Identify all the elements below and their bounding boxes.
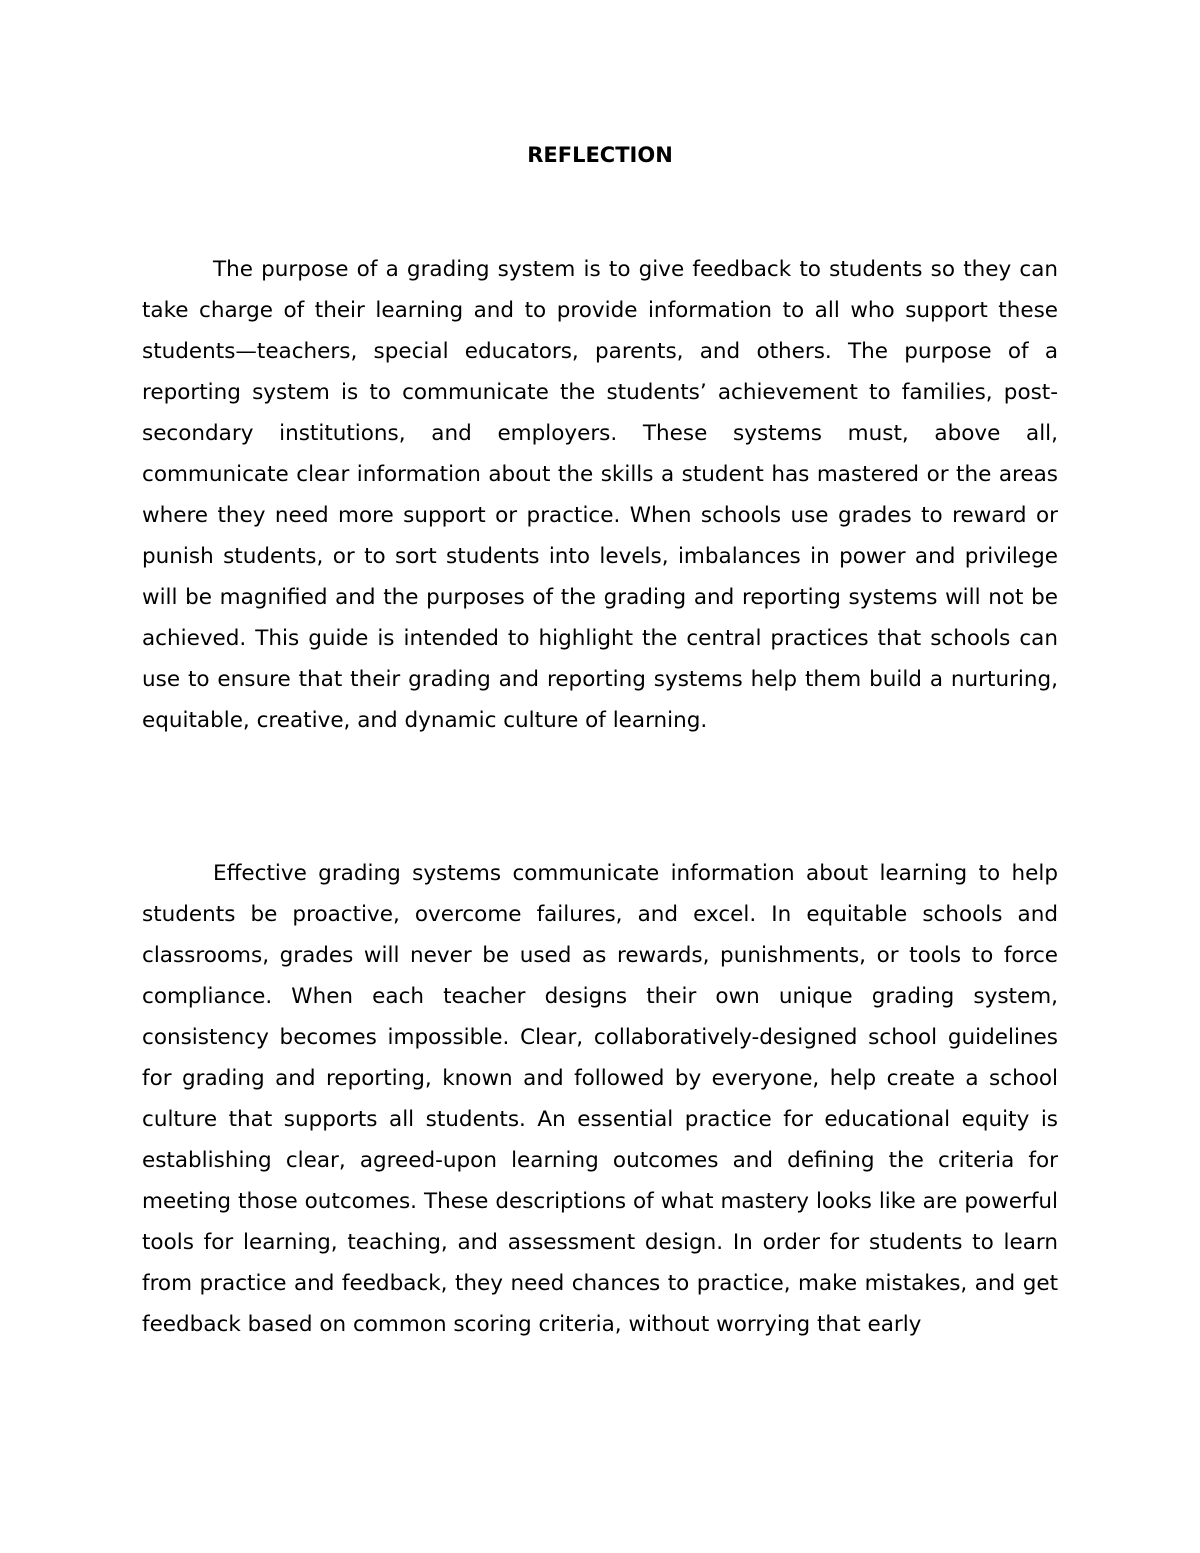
paragraph-1: The purpose of a grading system is to give feedback to students so they can take charge of their learning and to provide information to all who support these students—teachers, special educators, parents, and others. The purpose of a reporting system is to communicate the students’ achievement to families, post-secondary institutions, and employers. These systems must, above all, communicate clear information about the skills a student has mastered or the areas where they need more support or practice. When schools use grades to reward or punish students, or to sort students into levels, imbalances in power and privilege will be magnified and the purposes of the grading and reporting systems will not be achieved. This guide is intended to highlight the central practices that schools can use to ensure that their grading and reporting systems help them build a nurturing, equitable, creative, and dynamic culture of learning. (142, 257, 1058, 733)
document-title: REFLECTION (527, 143, 673, 167)
paragraph-2: Effective grading systems communicate information about learning to help students be proactive, overcome failures, and excel. In equitable schools and classrooms, grades will never be used as rewards, punishments, or tools to force compliance. When each teacher designs their own unique grading system, consistency becomes impossible. Clear, collaboratively-designed school guidelines for grading and reporting, known and followed by everyone, help create a school culture that supports all students. An essential practice for educational equity is establishing clear, agreed-upon learning outcomes and defining the criteria for meeting those outcomes. These descriptions of what mastery looks like are powerful tools for learning, teaching, and assessment design. In order for students to learn from practice and feedback, they need chances to practice, make mistakes, and get feedback based on common scoring criteria, without worrying that early (142, 861, 1058, 1337)
